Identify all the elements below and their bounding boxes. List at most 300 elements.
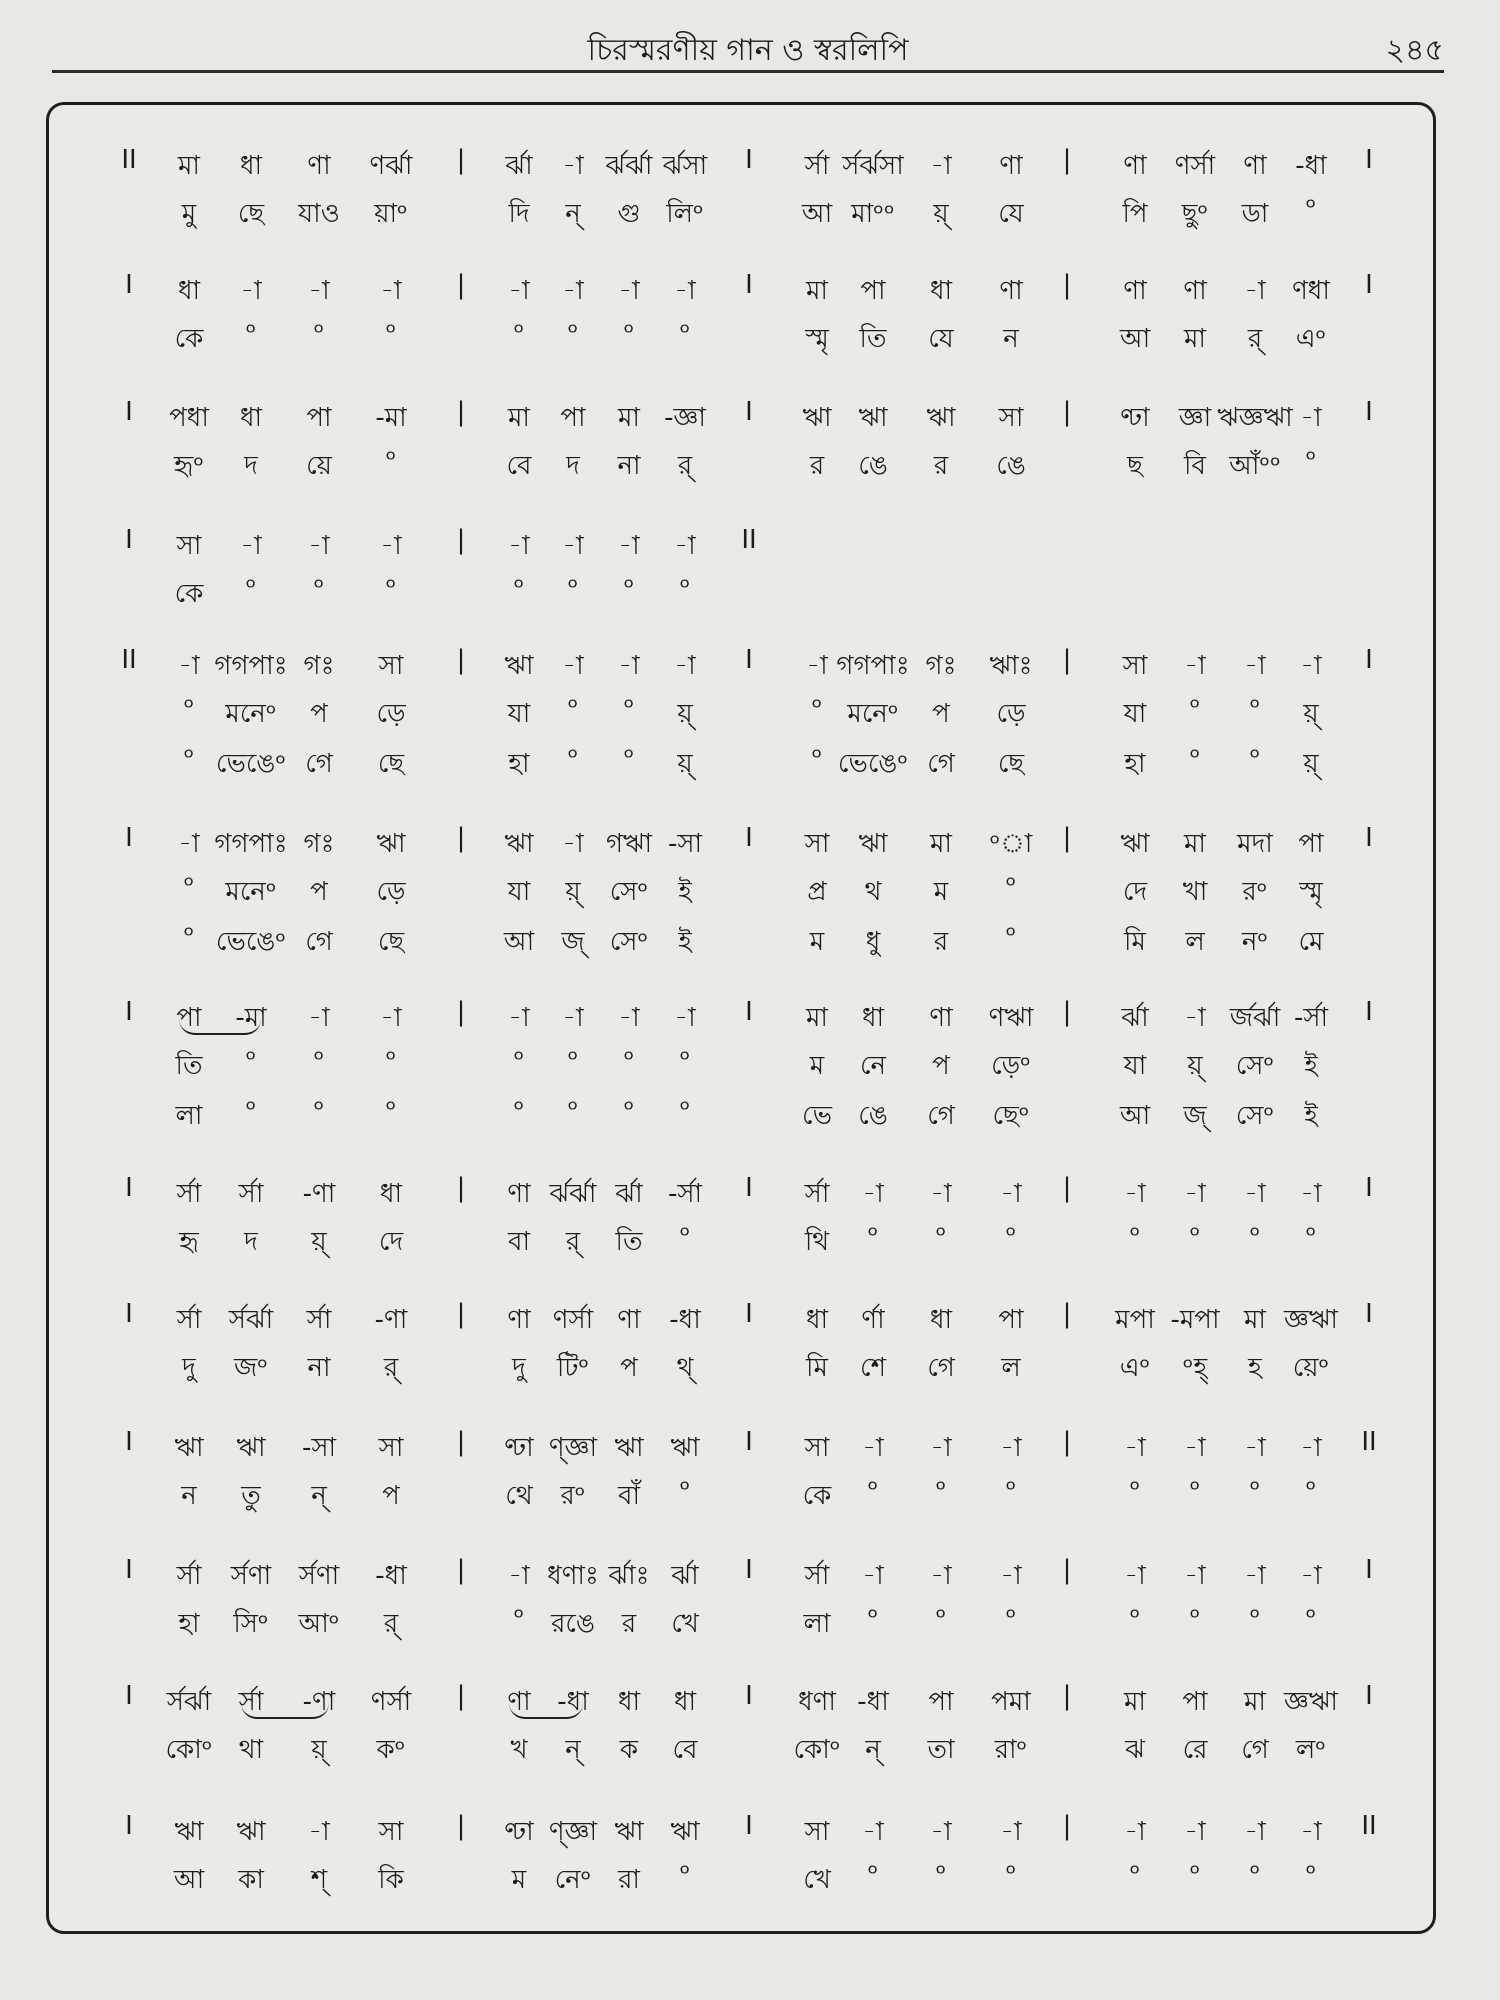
lyric-syllable: ᵒ <box>867 1859 879 1889</box>
swara-note: র্ঝা <box>615 1179 643 1209</box>
swara-note: -া <box>562 1003 584 1033</box>
lyric-syllable: ল <box>1185 927 1205 957</box>
lyric-syllable: য়্ <box>1303 749 1319 779</box>
lyric-syllable: হা <box>178 1609 200 1639</box>
lyric-syllable: ᵒ <box>567 1095 579 1125</box>
lyric-syllable: ᵒ <box>867 1603 879 1633</box>
lyric-syllable: ছে <box>377 927 405 957</box>
lyric-syllable: ᵒ <box>679 573 691 603</box>
lyric-syllable: ᵒ <box>567 573 579 603</box>
lyric-syllable: কে <box>174 324 204 354</box>
lyric-syllable: ই <box>678 927 692 957</box>
lyric-syllable: ন <box>1003 324 1019 354</box>
bar-line: II <box>121 645 137 675</box>
lyric-syllable: ছে <box>997 749 1025 779</box>
bar-line: | <box>1062 270 1072 300</box>
lyric-syllable: ᵒ <box>385 1045 397 1075</box>
swara-note: -া <box>930 1817 952 1847</box>
swara-note: ণ্ঢা <box>504 1817 534 1847</box>
lyric-syllable: ছে <box>237 199 265 229</box>
lyric-syllable: তি <box>175 1051 203 1081</box>
lyric-syllable: সেᵒ <box>1235 1101 1275 1131</box>
lyric-syllable: খ <box>510 1735 528 1765</box>
lyric-syllable: দে <box>1122 877 1148 907</box>
lyric-syllable: ঝ <box>1125 1735 1145 1765</box>
swara-note: -া <box>1300 1433 1322 1463</box>
bar-line: I <box>125 1427 133 1457</box>
page-title: চিরস্মরণীয় গান ও স্বরলিপি <box>587 33 909 68</box>
bar-line: I <box>125 823 133 853</box>
lyric-syllable: ভেঙেᵒ <box>837 749 909 779</box>
swara-note: ধা <box>379 1179 403 1209</box>
bar-line: | <box>1062 1555 1072 1585</box>
bar-line: I <box>125 270 133 300</box>
lyric-syllable: মনেᵒ <box>225 699 277 729</box>
swara-note: -া <box>930 151 952 181</box>
lyric-syllable: রঙে <box>551 1609 595 1639</box>
lyric-syllable: মু <box>181 199 197 229</box>
swara-note: পা <box>1298 829 1324 859</box>
lyric-syllable: দ <box>566 451 580 481</box>
lyric-syllable: ম <box>809 1051 825 1081</box>
swara-note: -া <box>930 1433 952 1463</box>
swara-note: -মা <box>235 1003 267 1033</box>
bar-line: I <box>745 1173 753 1203</box>
swara-note: র্ঝর্ঝা <box>549 1179 597 1209</box>
bar-line: | <box>456 1427 466 1457</box>
swara-note: ঋা <box>376 829 406 859</box>
swara-note: -া <box>618 531 640 561</box>
swara-note: -া <box>1184 1003 1206 1033</box>
lyric-line <box>49 921 1433 961</box>
lyric-syllable: ম <box>809 927 825 957</box>
swara-note: -া <box>1124 1179 1146 1209</box>
swara-note: -া <box>1244 1817 1266 1847</box>
swara-note: ধণাঃ <box>547 1561 599 1591</box>
swara-note: সা <box>378 1817 404 1847</box>
swara-note: সা <box>804 1433 830 1463</box>
swara-note: -া <box>1124 1433 1146 1463</box>
lyric-syllable: মি <box>806 1353 828 1383</box>
bar-line: II <box>121 145 137 175</box>
lyric-syllable: বাঁ <box>617 1481 640 1511</box>
lyric-syllable: ᵒ <box>623 693 635 723</box>
bar-line: I <box>1365 270 1373 300</box>
swara-note: ঋা <box>614 1817 644 1847</box>
lyric-syllable: ᵒহ্ <box>1182 1353 1208 1383</box>
lyric-syllable: ন্ <box>865 1735 881 1765</box>
swara-note: ঋা <box>802 403 832 433</box>
lyric-syllable: য়্ <box>677 699 693 729</box>
lyric-syllable: কᵒ <box>376 1735 406 1765</box>
swara-note: ণর্সা <box>370 1687 412 1717</box>
lyric-syllable: রে <box>1182 1735 1208 1765</box>
lyric-syllable: না <box>617 451 641 481</box>
lyric-syllable: ᵒ <box>183 743 195 773</box>
swara-note: -া <box>1300 651 1322 681</box>
lyric-syllable: ᵒ <box>679 1221 691 1251</box>
swara-note: ণা <box>507 1179 531 1209</box>
lyric-syllable: ড়ে <box>376 877 406 907</box>
swara-note: ধা <box>673 1687 697 1717</box>
page-header <box>52 18 1444 73</box>
swara-note: -া <box>1124 1817 1146 1847</box>
lyric-syllable: ᵒ <box>1129 1859 1141 1889</box>
bar-line: I <box>745 823 753 853</box>
lyric-syllable: লা <box>175 1101 203 1131</box>
bar-line: | <box>1062 1811 1072 1841</box>
lyric-syllable: মনেᵒ <box>225 877 277 907</box>
bar-line: | <box>456 1811 466 1841</box>
lyric-syllable: ᵒ <box>1129 1603 1141 1633</box>
lyric-syllable: র্ <box>1247 324 1263 354</box>
swara-note: পমা <box>991 1687 1031 1717</box>
lyric-syllable: মনেᵒ <box>847 699 899 729</box>
lyric-syllable: ᵒ <box>935 1221 947 1251</box>
lyric-syllable: র <box>933 451 949 481</box>
lyric-syllable: দু <box>182 1353 196 1383</box>
slur-mark <box>179 1019 261 1035</box>
lyric-syllable: ᵒ <box>513 573 525 603</box>
bar-line: I <box>1365 145 1373 175</box>
swara-note: -া <box>930 1561 952 1591</box>
swara-note: -া <box>508 531 530 561</box>
bar-line: | <box>1062 645 1072 675</box>
lyric-syllable: য়ে <box>306 451 332 481</box>
bar-line: I <box>1365 997 1373 1027</box>
lyric-syllable: আ <box>173 1865 205 1895</box>
page-number: ২৪৫ <box>1385 33 1444 68</box>
lyric-syllable: ভে <box>802 1101 832 1131</box>
swara-note: ণা <box>999 151 1023 181</box>
lyric-syllable: ᵒ <box>679 1859 691 1889</box>
lyric-syllable: র <box>933 927 949 957</box>
swara-note: ণা <box>617 1305 641 1335</box>
lyric-syllable: গে <box>927 1101 955 1131</box>
lyric-syllable: মে <box>1298 927 1324 957</box>
bar-line: | <box>1062 1427 1072 1457</box>
lyric-syllable: বে <box>672 1735 698 1765</box>
swara-note: -া <box>308 1003 330 1033</box>
swara-note: -ধা <box>375 1561 407 1591</box>
swara-note: পা <box>306 403 332 433</box>
lyric-syllable: পি <box>1122 199 1148 229</box>
lyric-syllable: ছেᵒ <box>992 1101 1030 1131</box>
swara-line <box>49 1173 1433 1213</box>
swara-note: ণ্জ্ঞা <box>548 1817 598 1847</box>
lyric-syllable: সিᵒ <box>233 1609 269 1639</box>
bar-line: I <box>745 397 753 427</box>
swara-note: র্সা <box>176 1561 202 1591</box>
swara-note: র্ঝসা <box>662 151 708 181</box>
swara-note: -া <box>1184 1433 1206 1463</box>
swara-note: -া <box>562 151 584 181</box>
swara-note: -া <box>1124 1561 1146 1591</box>
bar-line: | <box>456 397 466 427</box>
lyric-syllable: ᵒ <box>679 1045 691 1075</box>
swara-line <box>49 270 1433 310</box>
lyric-syllable: য়্ <box>311 1227 327 1257</box>
lyric-syllable: ন্ <box>565 199 581 229</box>
bar-line: I <box>745 1555 753 1585</box>
lyric-syllable: লিᵒ <box>666 199 704 229</box>
swara-note: পধা <box>169 403 209 433</box>
swara-note: -া <box>1244 1433 1266 1463</box>
lyric-syllable: প <box>932 699 950 729</box>
lyric-syllable: থ <box>864 877 882 907</box>
lyric-line <box>49 1095 1433 1135</box>
bar-line: I <box>125 1681 133 1711</box>
lyric-syllable: আ <box>1119 1101 1151 1131</box>
lyric-line <box>49 1475 1433 1515</box>
lyric-syllable: ᵒ <box>385 1095 397 1125</box>
bar-line: | <box>456 645 466 675</box>
bar-line: | <box>456 997 466 1027</box>
lyric-syllable: র্ <box>677 451 693 481</box>
swara-note: -া <box>1300 1561 1322 1591</box>
swara-note: -া <box>618 1003 640 1033</box>
swara-note: -া <box>1000 1433 1022 1463</box>
swara-note: ধা <box>929 1305 953 1335</box>
bar-line: I <box>125 997 133 1027</box>
lyric-syllable: দি <box>508 199 530 229</box>
swara-note: র্ঝা <box>1121 1003 1149 1033</box>
lyric-syllable: যে <box>998 199 1024 229</box>
lyric-syllable: কা <box>238 1865 264 1895</box>
swara-note: মা <box>1244 1305 1266 1335</box>
swara-note: -ধা <box>857 1687 889 1717</box>
swara-note: সা <box>378 1433 404 1463</box>
lyric-syllable: ᵒ <box>385 573 397 603</box>
lyric-syllable: দ <box>244 451 258 481</box>
lyric-syllable: ᵒ <box>623 573 635 603</box>
swara-note: মা <box>930 829 952 859</box>
lyric-syllable: ᵒ <box>1005 1221 1017 1251</box>
lyric-syllable: স্মৃ <box>1299 877 1323 907</box>
lyric-syllable: য়্ <box>1187 1051 1203 1081</box>
swara-note: গঃ <box>925 651 957 681</box>
bar-line: I <box>745 1681 753 1711</box>
lyric-syllable: প <box>310 877 328 907</box>
swara-note: -া <box>1184 1561 1206 1591</box>
swara-note: ঋা <box>174 1817 204 1847</box>
lyric-syllable: ᵒ <box>1005 1859 1017 1889</box>
lyric-syllable: কোᵒ <box>793 1735 841 1765</box>
lyric-syllable: ᵒ <box>313 1045 325 1075</box>
swara-note: -া <box>930 1179 952 1209</box>
bar-line: | <box>456 823 466 853</box>
lyric-syllable: দু <box>512 1353 526 1383</box>
bar-line: II <box>1361 1811 1377 1841</box>
lyric-syllable: দে <box>378 1227 404 1257</box>
lyric-syllable: ᵒ <box>935 1603 947 1633</box>
swara-note: -া <box>862 1433 884 1463</box>
swara-note: গঋা <box>605 829 653 859</box>
lyric-syllable: র্ <box>565 1227 581 1257</box>
lyric-line <box>49 1859 1433 1899</box>
lyric-syllable: ছুᵒ <box>1181 199 1209 229</box>
bar-line: | <box>1062 397 1072 427</box>
swara-note: -া <box>1000 1561 1022 1591</box>
lyric-syllable: থে <box>505 1481 533 1511</box>
swara-note: -সা <box>667 829 703 859</box>
lyric-syllable: যা <box>507 877 531 907</box>
bar-line: II <box>1361 1427 1377 1457</box>
lyric-syllable: ᵒ <box>183 693 195 723</box>
swara-note: মা <box>1124 1687 1146 1717</box>
lyric-syllable: ই <box>678 877 692 907</box>
swara-note: -ধা <box>669 1305 701 1335</box>
swara-note: ঋা <box>1120 829 1150 859</box>
lyric-syllable: ᵒ <box>1189 1859 1201 1889</box>
swara-note: ধা <box>929 276 953 306</box>
swara-note: র্সা <box>176 1179 202 1209</box>
bar-line: I <box>1365 823 1373 853</box>
bar-line: I <box>125 525 133 555</box>
lyric-syllable: ড়ে <box>996 699 1026 729</box>
lyric-syllable: প <box>932 1051 950 1081</box>
lyric-syllable: ᵒ <box>1005 871 1017 901</box>
lyric-syllable: ই <box>1304 1051 1318 1081</box>
lyric-syllable: ᵒ <box>623 1095 635 1125</box>
lyric-syllable: র্ <box>383 1609 399 1639</box>
swara-note: -ণা <box>302 1179 336 1209</box>
lyric-syllable: ᵒ <box>1005 921 1017 951</box>
bar-line: I <box>745 1299 753 1329</box>
lyric-syllable: ᵒ <box>1189 693 1201 723</box>
lyric-syllable: য়্ <box>311 1735 327 1765</box>
lyric-syllable: রাᵒ <box>994 1735 1028 1765</box>
swara-note: ণর্সা <box>552 1305 594 1335</box>
lyric-syllable: তু <box>241 1481 261 1511</box>
lyric-syllable: বা <box>507 1227 530 1257</box>
swara-note: ণা <box>507 1305 531 1335</box>
bar-line: | <box>1062 145 1072 175</box>
swara-note: ণর্সা <box>1174 151 1216 181</box>
lyric-syllable: ᵒ <box>513 1095 525 1125</box>
swara-line <box>49 1811 1433 1851</box>
swara-note: -া <box>1184 651 1206 681</box>
swara-note: গগপাঃ <box>214 829 288 859</box>
swara-note: ণা <box>307 151 331 181</box>
bar-line: I <box>1365 1173 1373 1203</box>
bar-line: I <box>1365 397 1373 427</box>
lyric-syllable: ᵒ <box>567 693 579 723</box>
lyric-syllable: ᵒ <box>1249 743 1261 773</box>
lyric-syllable: হ <box>1248 1353 1262 1383</box>
swara-note: -া <box>674 531 696 561</box>
lyric-line <box>49 1603 1433 1643</box>
lyric-syllable: ᵒ <box>1005 1603 1017 1633</box>
bar-line: I <box>745 270 753 300</box>
swara-note: -ধা <box>1295 151 1327 181</box>
swara-note: মা <box>806 1003 828 1033</box>
bar-line: I <box>125 1555 133 1585</box>
swara-note: -া <box>1300 1817 1322 1847</box>
lyric-syllable: টিᵒ <box>556 1353 590 1383</box>
swara-note: -া <box>862 1179 884 1209</box>
lyric-syllable: থি <box>804 1227 830 1257</box>
swara-note: -া <box>1244 651 1266 681</box>
swara-note: -া <box>1184 1817 1206 1847</box>
swara-note: -া <box>1244 276 1266 306</box>
lyric-syllable: গে <box>927 1353 955 1383</box>
lyric-syllable: নᵒ <box>1241 927 1269 957</box>
lyric-syllable: হৃᵒ <box>173 451 205 481</box>
lyric-syllable: এᵒ <box>1295 324 1327 354</box>
bar-line: I <box>745 997 753 1027</box>
lyric-syllable: র <box>621 1609 637 1639</box>
swara-note: -া <box>1000 1817 1022 1847</box>
lyric-syllable: ᵒ <box>1305 1475 1317 1505</box>
swara-note: ঋা <box>858 829 888 859</box>
swara-note: মপা <box>1115 1305 1155 1335</box>
swara-note: -া <box>862 1561 884 1591</box>
swara-note: -া <box>240 276 262 306</box>
lyric-syllable: র্ <box>383 1353 399 1383</box>
lyric-syllable: ᵒ <box>1189 1475 1201 1505</box>
lyric-line <box>49 193 1433 233</box>
swara-note: র্সা <box>804 1561 830 1591</box>
lyric-syllable: ই <box>1304 1101 1318 1131</box>
swara-note: -ণা <box>302 1687 336 1717</box>
swara-note: -া <box>674 1003 696 1033</box>
lyric-syllable: বে <box>506 451 532 481</box>
swara-note: -মপা <box>1170 1305 1220 1335</box>
lyric-syllable: আ <box>1119 324 1151 354</box>
swara-note: ণঋা <box>988 1003 1034 1033</box>
lyric-syllable: ᵒ <box>811 743 823 773</box>
lyric-syllable: ᵒ <box>183 921 195 951</box>
swara-note: -া <box>508 1561 530 1591</box>
lyric-syllable: হা <box>1124 749 1146 779</box>
lyric-syllable: মা <box>1184 324 1206 354</box>
lyric-syllable: নেᵒ <box>554 1865 592 1895</box>
swara-note: র্ঝাঃ <box>608 1561 650 1591</box>
swara-note: ণ্জ্ঞা <box>548 1433 598 1463</box>
lyric-syllable: ᵒ <box>1189 1221 1201 1251</box>
lyric-syllable: ᵒ <box>1129 1221 1141 1251</box>
swara-note: ঋা <box>504 651 534 681</box>
swara-note: ঋা <box>504 829 534 859</box>
swara-note: -া <box>380 531 402 561</box>
lyric-line <box>49 1221 1433 1261</box>
lyric-syllable: ছে <box>377 749 405 779</box>
bar-line: | <box>1062 997 1072 1027</box>
lyric-line <box>49 445 1433 485</box>
swara-note: পা <box>560 403 586 433</box>
lyric-syllable: আ <box>801 199 833 229</box>
bar-line: II <box>741 525 757 555</box>
lyric-syllable: রᵒ <box>560 1481 586 1511</box>
lyric-syllable: ᵒ <box>679 1475 691 1505</box>
lyric-syllable: ᵒ <box>245 573 257 603</box>
swara-note: র্সা <box>238 1179 264 1209</box>
bar-line: | <box>456 1555 466 1585</box>
lyric-syllable: ᵒ <box>1249 1603 1261 1633</box>
swara-note: সা <box>804 1817 830 1847</box>
swara-note: -া <box>562 531 584 561</box>
lyric-syllable: ᵒ <box>811 693 823 723</box>
lyric-syllable: প <box>382 1481 400 1511</box>
lyric-syllable: য়্ <box>1303 699 1319 729</box>
swara-note: ণ্ঢা <box>504 1433 534 1463</box>
swara-note: -া <box>308 1817 330 1847</box>
lyric-syllable: ᵒ <box>1305 193 1317 223</box>
swara-note: র্সা <box>804 151 830 181</box>
swara-note: মা <box>508 403 530 433</box>
swara-note: -া <box>562 276 584 306</box>
